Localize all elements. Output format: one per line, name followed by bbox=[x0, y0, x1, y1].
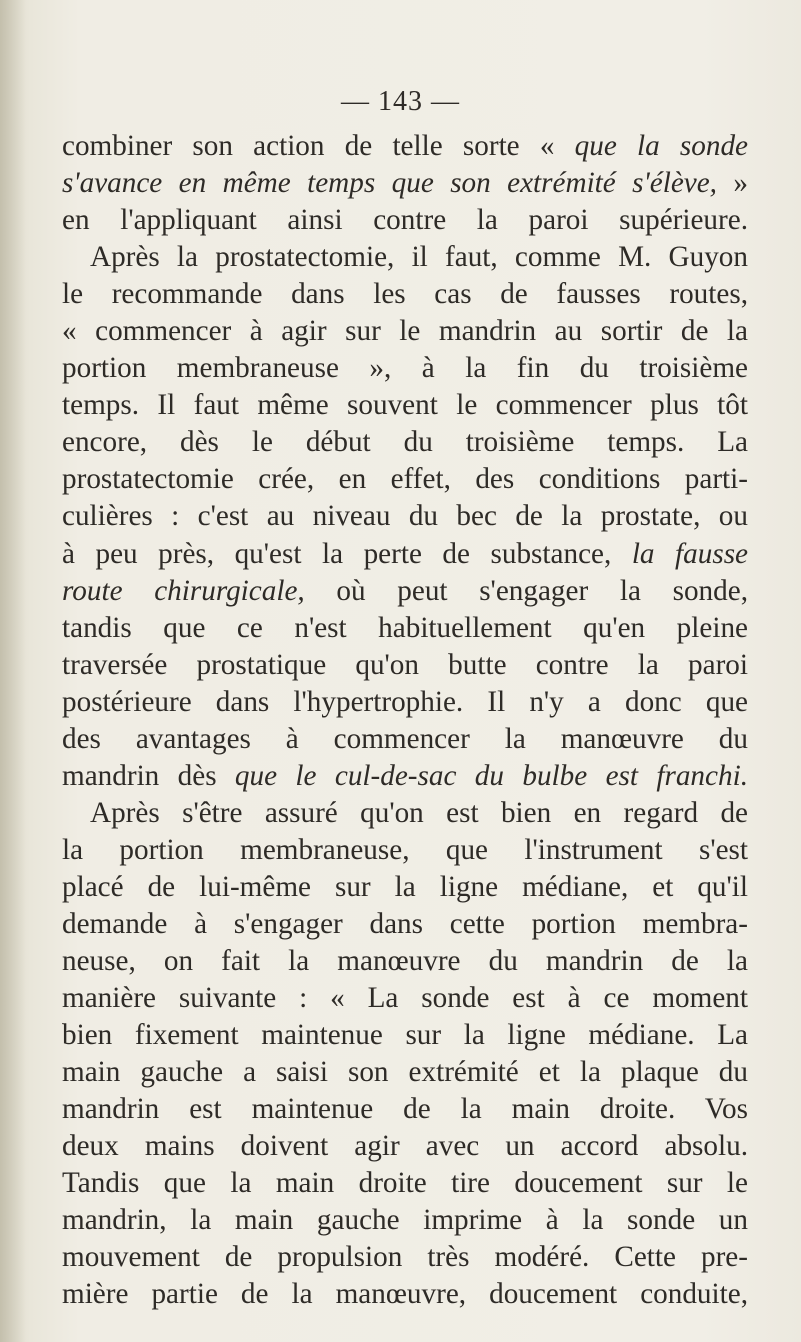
text-line: combiner son action de telle sorte « que la sonde bbox=[62, 130, 748, 162]
text-line: temps. Il faut même souvent le commencer plus tôt bbox=[62, 389, 748, 422]
text-line: le recommande dans les cas de fausses routes, bbox=[62, 278, 748, 311]
text-line: placé de lui-même sur la ligne médiane, et qu'il bbox=[62, 870, 748, 903]
text-line: tandis que ce n'est habituellement qu'en pleine bbox=[62, 611, 748, 644]
text-line: deux mains doivent agir avec un accord absolu. bbox=[62, 1130, 748, 1163]
text-line: mandrin, la main gauche imprime à la sonde un bbox=[62, 1204, 748, 1237]
text-line: à peu près, qu'est la perte de substance, la fausse bbox=[62, 537, 749, 570]
body-text bbox=[62, 128, 748, 1314]
text-line: manière suivante : « La sonde est à ce moment bbox=[62, 982, 748, 1015]
text-line: « commencer à agir sur le mandrin au sortir de la bbox=[62, 315, 748, 348]
text-line: des avantages à commencer la manœuvre du bbox=[62, 722, 748, 755]
text-line: la portion membraneuse, que l'instrument s'est bbox=[62, 833, 748, 866]
text-line: mandrin dès que le cul-de-sac du bulbe est franchi. bbox=[62, 759, 748, 792]
text-line: prostatectomie crée, en effet, des conditions parti- bbox=[62, 463, 748, 496]
text-line: en l'appliquant ainsi contre la paroi supérieure. bbox=[62, 204, 748, 237]
text-line: mandrin est maintenue de la main droite. Vos bbox=[62, 1093, 748, 1126]
text-line: Tandis que la main droite tire doucement sur le bbox=[62, 1167, 748, 1200]
text-line: Après la prostatectomie, il faut, comme M. Guyon bbox=[90, 241, 748, 274]
binding-shadow bbox=[0, 0, 26, 1342]
text-line: encore, dès le début du troisième temps. La bbox=[62, 426, 748, 459]
text-line: Après s'être assuré qu'on est bien en regard de bbox=[90, 796, 748, 829]
text-line: s'avance en même temps que son extrémité s'élève, » bbox=[62, 167, 748, 200]
text-line: postérieure dans l'hypertrophie. Il n'y a donc que bbox=[62, 685, 748, 718]
text-line: portion membraneuse », à la fin du troisième bbox=[62, 352, 748, 385]
text-line: main gauche a saisi son extrémité et la plaque du bbox=[62, 1056, 748, 1089]
text-line: mière partie de la manœuvre, doucement conduite, bbox=[62, 1278, 748, 1311]
text-line: route chirurgicale, où peut s'engager la sonde, bbox=[62, 574, 748, 607]
text-line: demande à s'engager dans cette portion membra- bbox=[62, 907, 748, 940]
text-line: neuse, on fait la manœuvre du mandrin de la bbox=[62, 945, 748, 978]
text-line: bien fixement maintenue sur la ligne médiane. La bbox=[62, 1019, 748, 1052]
text-line: traversée prostatique qu'on butte contre la paroi bbox=[62, 648, 748, 681]
text-line: culières : c'est au niveau du bec de la prostate, ou bbox=[62, 500, 748, 533]
text-line: mouvement de propulsion très modéré. Cette pre- bbox=[62, 1241, 748, 1274]
page-number: — 143 — bbox=[341, 86, 460, 117]
